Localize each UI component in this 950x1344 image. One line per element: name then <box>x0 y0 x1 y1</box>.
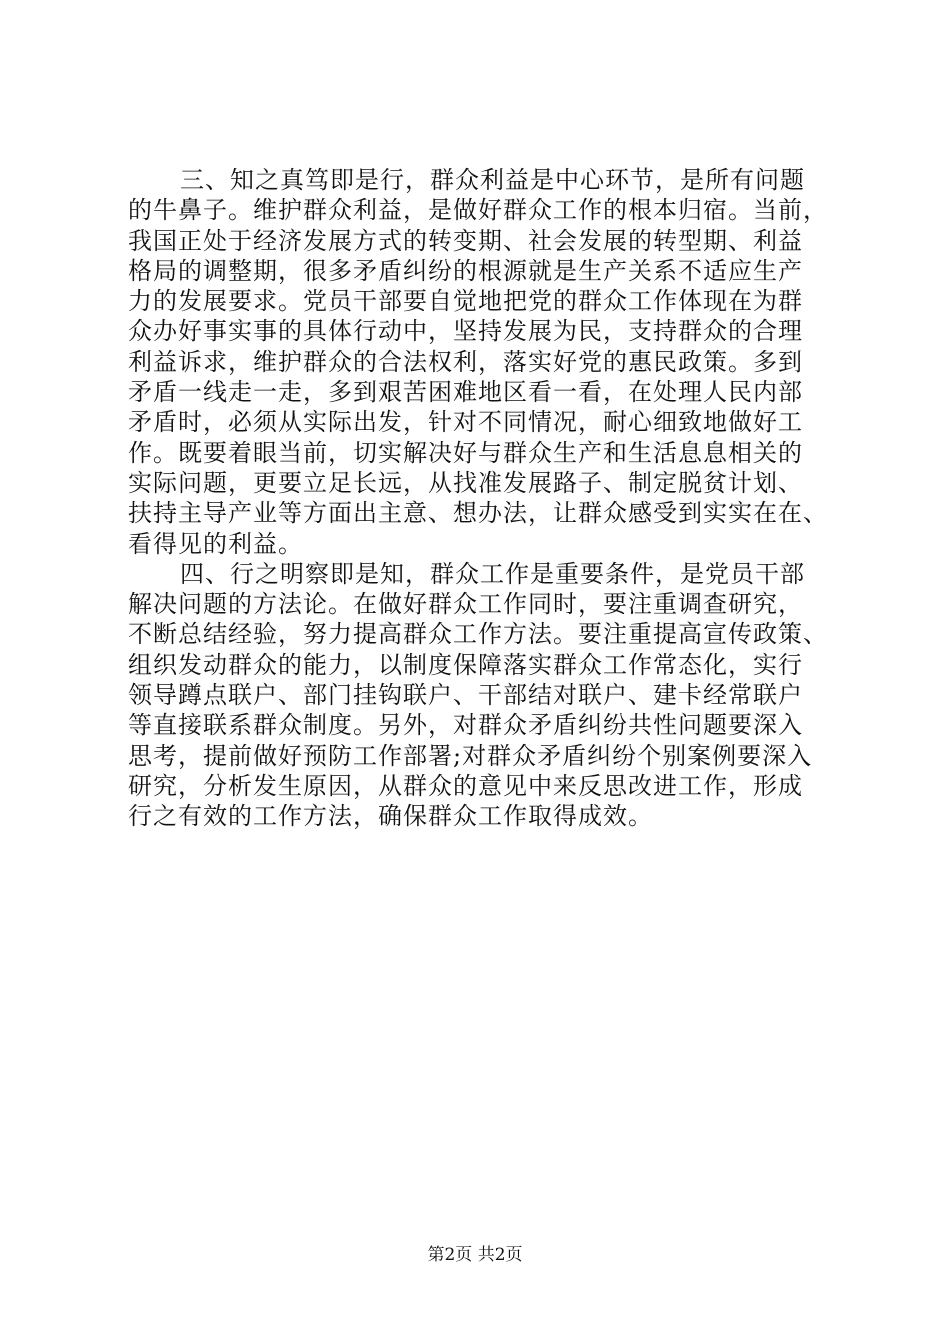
body-text <box>128 165 828 832</box>
text-line: 矛盾一线走一走，多到艰苦困难地区看一看，在处理人民内部 <box>128 378 803 407</box>
text-line: 众办好事实事的具体行动中，坚持发展为民，支持群众的合理 <box>128 317 803 346</box>
text-line: 四、行之明察即是知，群众工作是重要条件，是党员干部 <box>180 559 805 588</box>
text-line: 思考，提前做好预防工作部署;对群众矛盾纠纷个别案例要深入 <box>128 741 813 770</box>
text-line: 解决问题的方法论。在做好群众工作同时，要注重调查研究， <box>128 590 803 619</box>
text-line: 我国正处于经济发展方式的转变期、社会发展的转型期、利益 <box>128 226 803 255</box>
text-line: 看得见的利益。 <box>128 529 303 558</box>
text-line: 研究，分析发生原因，从群众的意见中来反思改进工作，形成 <box>128 771 803 800</box>
page-number-footer: 第2页 共2页 <box>427 1245 523 1265</box>
text-line: 不断总结经验，努力提高群众工作方法。要注重提高宣传政策、 <box>128 620 828 649</box>
text-line: 力的发展要求。党员干部要自觉地把党的群众工作体现在为群 <box>128 287 803 316</box>
paragraph-1 <box>128 165 828 559</box>
text-line: 等直接联系群众制度。另外，对群众矛盾纠纷共性问题要深入 <box>128 711 803 740</box>
text-line: 利益诉求，维护群众的合法权利，落实好党的惠民政策。多到 <box>128 347 803 376</box>
text-line: 实际问题，更要立足长远，从找准发展路子、制定脱贫计划、 <box>128 468 803 497</box>
text-line: 三、知之真笃即是行，群众利益是中心环节，是所有问题 <box>180 166 805 194</box>
text-line: 扶持主导产业等方面出主意、想办法，让群众感受到实实在在、 <box>128 499 828 528</box>
text-line: 格局的调整期，很多矛盾纠纷的根源就是生产关系不适应生产 <box>128 256 803 285</box>
paragraph-2 <box>128 559 828 832</box>
text-line: 作。既要着眼当前，切实解决好与群众生产和生活息息相关的 <box>128 438 803 467</box>
text-line: 组织发动群众的能力，以制度保障落实群众工作常态化，实行 <box>128 650 803 679</box>
text-line: 的牛鼻子。维护群众利益，是做好群众工作的根本归宿。当前， <box>128 196 828 225</box>
text-line: 领导蹲点联户、部门挂钩联户、干部结对联户、建卡经常联户 <box>128 681 803 710</box>
text-line: 行之有效的工作方法，确保群众工作取得成效。 <box>128 802 653 831</box>
text-line: 矛盾时，必须从实际出发，针对不同情况，耐心细致地做好工 <box>128 408 803 437</box>
